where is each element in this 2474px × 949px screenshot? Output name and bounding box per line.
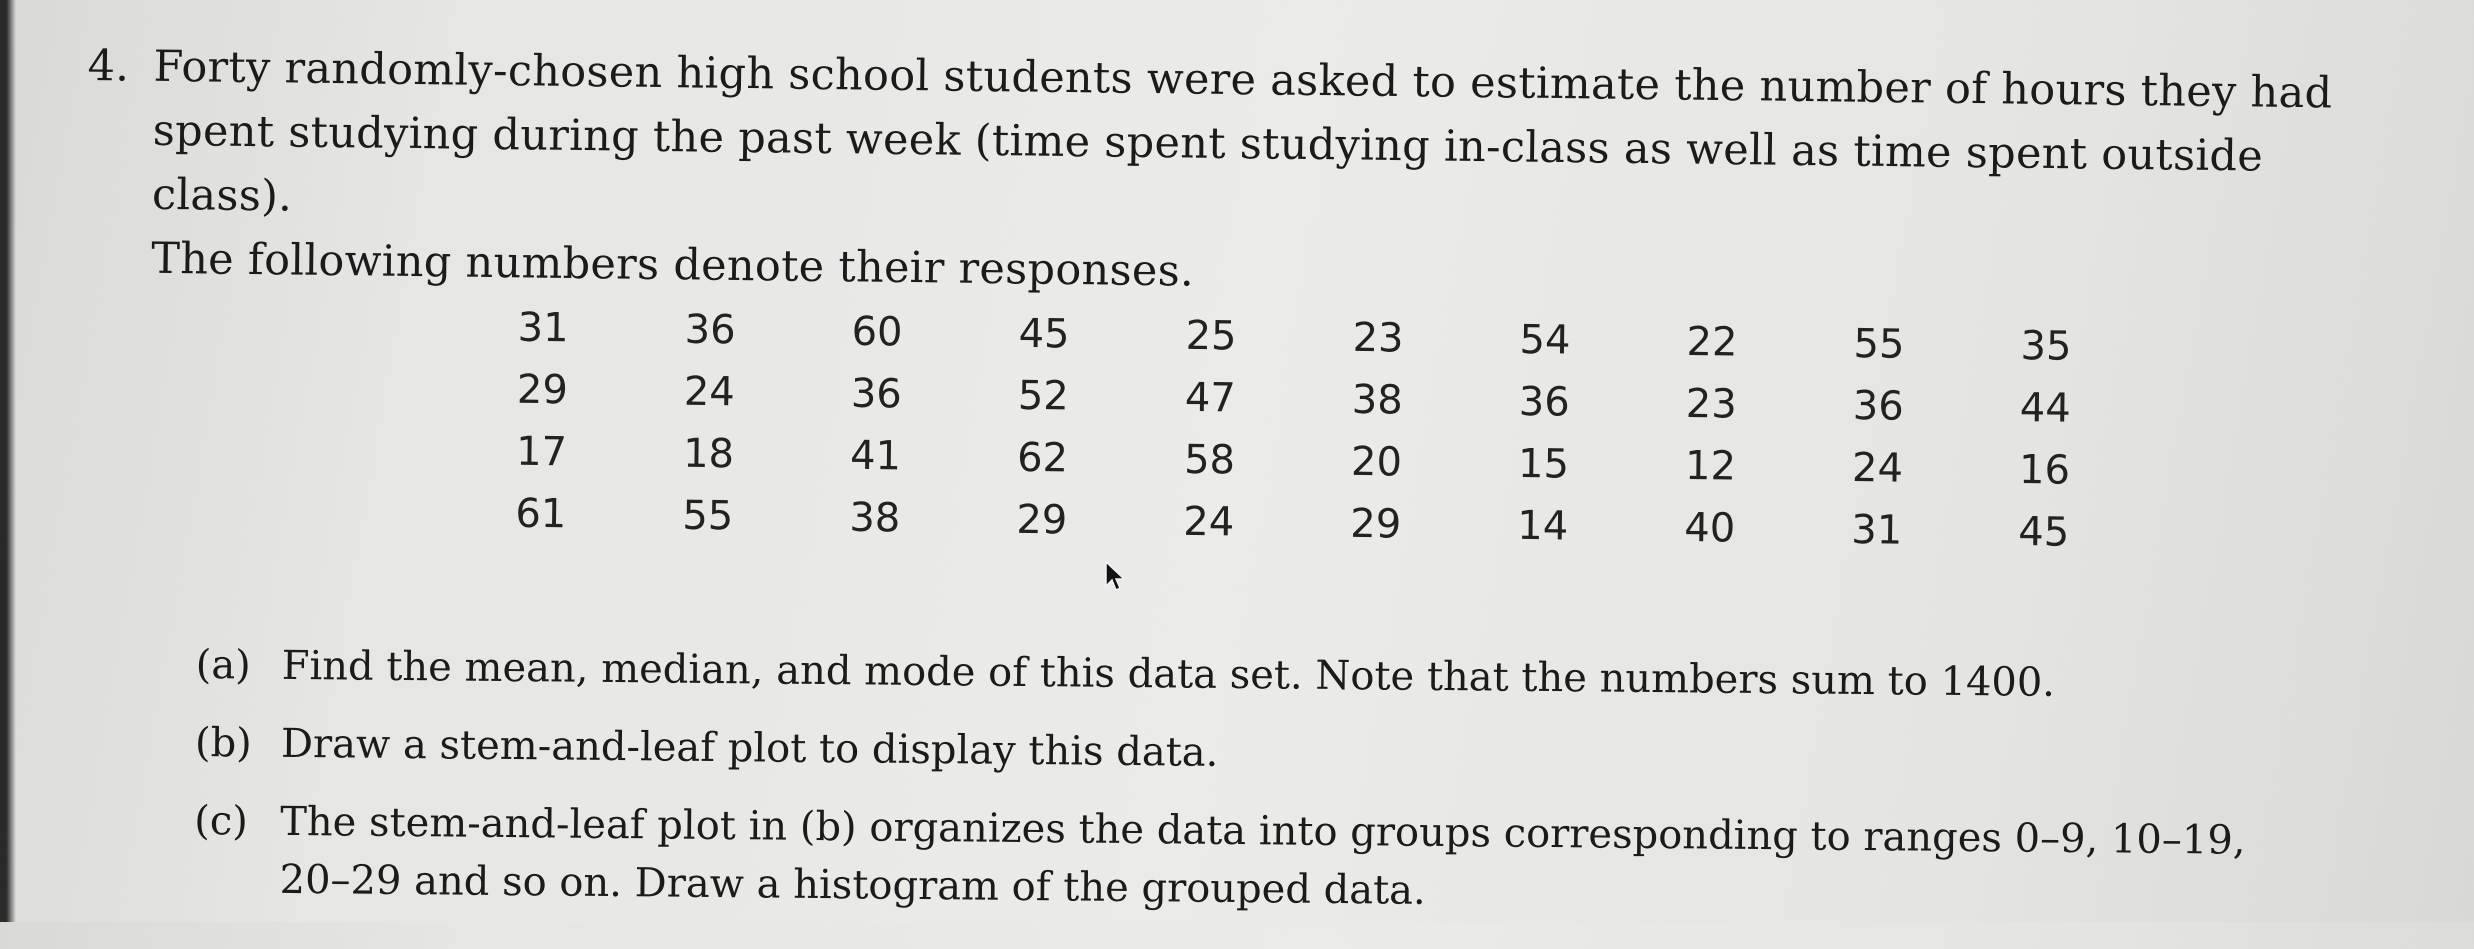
data-cell: 31	[1851, 507, 1903, 554]
data-cell: 18	[682, 430, 735, 478]
part-b	[195, 714, 2395, 793]
data-cell: 24	[1851, 445, 1904, 492]
question-text-line-1: Forty randomly-chosen high school students were asked to estimate the number of hours they had	[153, 41, 2333, 119]
data-cell: 16	[2018, 447, 2071, 494]
data-cell: 58	[1183, 436, 1236, 484]
data-cell: 29	[1350, 500, 1402, 548]
data-cell: 14	[1517, 502, 1569, 550]
question-parts	[193, 636, 2396, 949]
data-cell: 38	[1351, 376, 1404, 424]
responses-table	[457, 296, 2130, 564]
data-cell: 15	[1517, 440, 1570, 488]
data-cell: 47	[1184, 374, 1237, 422]
part-c-text-line-2: 20–29 and so on. Draw a histogram of the grouped data.	[279, 856, 1426, 914]
data-cell: 60	[851, 308, 903, 356]
data-cell: 36	[1518, 378, 1571, 426]
data-cell: 62	[1016, 434, 1069, 482]
part-a	[195, 636, 2395, 715]
data-cell: 36	[684, 306, 736, 354]
data-cell: 52	[1017, 372, 1070, 420]
mouse-pointer-icon	[1104, 560, 1128, 594]
data-cell: 17	[515, 428, 568, 476]
data-cell: 36	[1852, 383, 1904, 430]
data-cell: 24	[1183, 498, 1235, 546]
question-text-line-3: The following numbers denote their responses.	[150, 233, 1195, 297]
data-cell: 45	[1018, 310, 1070, 358]
data-cell: 23	[1352, 314, 1404, 362]
data-cell: 61	[515, 490, 567, 538]
data-cell: 35	[2020, 323, 2072, 370]
part-a-text: Find the mean, median, and mode of this data set. Note that the numbers sum to 1400.	[281, 642, 2056, 706]
part-a-label: (a)	[195, 641, 252, 689]
data-cell: 29	[1016, 496, 1068, 544]
data-cell: 24	[683, 368, 736, 416]
question-text-line-2: spent studying during the past week (time spent studying in-class as well as time spent outside class).	[151, 105, 2264, 222]
data-cell: 54	[1519, 316, 1571, 364]
data-cell: 41	[849, 432, 902, 480]
data-cell: 55	[682, 492, 734, 540]
data-cell: 45	[2017, 509, 2070, 556]
question-number: 4.	[87, 40, 130, 92]
screen-edge-shadow	[0, 0, 16, 922]
data-cell: 23	[1685, 380, 1738, 428]
question-block	[85, 34, 2428, 319]
part-c-label: (c)	[194, 797, 249, 845]
data-cell: 31	[517, 304, 569, 352]
data-cell: 22	[1686, 318, 1738, 366]
data-cell: 44	[2019, 385, 2071, 432]
data-cell: 40	[1684, 504, 1736, 552]
part-c-text-line-1: The stem-and-leaf plot in (b) organizes the data into groups corresponding to ranges 0–9, 10–19,	[279, 798, 2246, 864]
data-cell: 38	[849, 494, 901, 542]
part-b-text: Draw a stem-and-leaf plot to display this data.	[280, 720, 1219, 776]
data-cell: 12	[1684, 442, 1737, 490]
data-cell: 55	[1853, 321, 1905, 368]
part-b-label: (b)	[194, 719, 253, 767]
data-cell: 20	[1350, 438, 1403, 486]
part-c	[193, 792, 2394, 929]
data-cell: 29	[516, 366, 569, 414]
data-cell: 25	[1185, 312, 1237, 360]
data-cell: 36	[850, 370, 903, 418]
